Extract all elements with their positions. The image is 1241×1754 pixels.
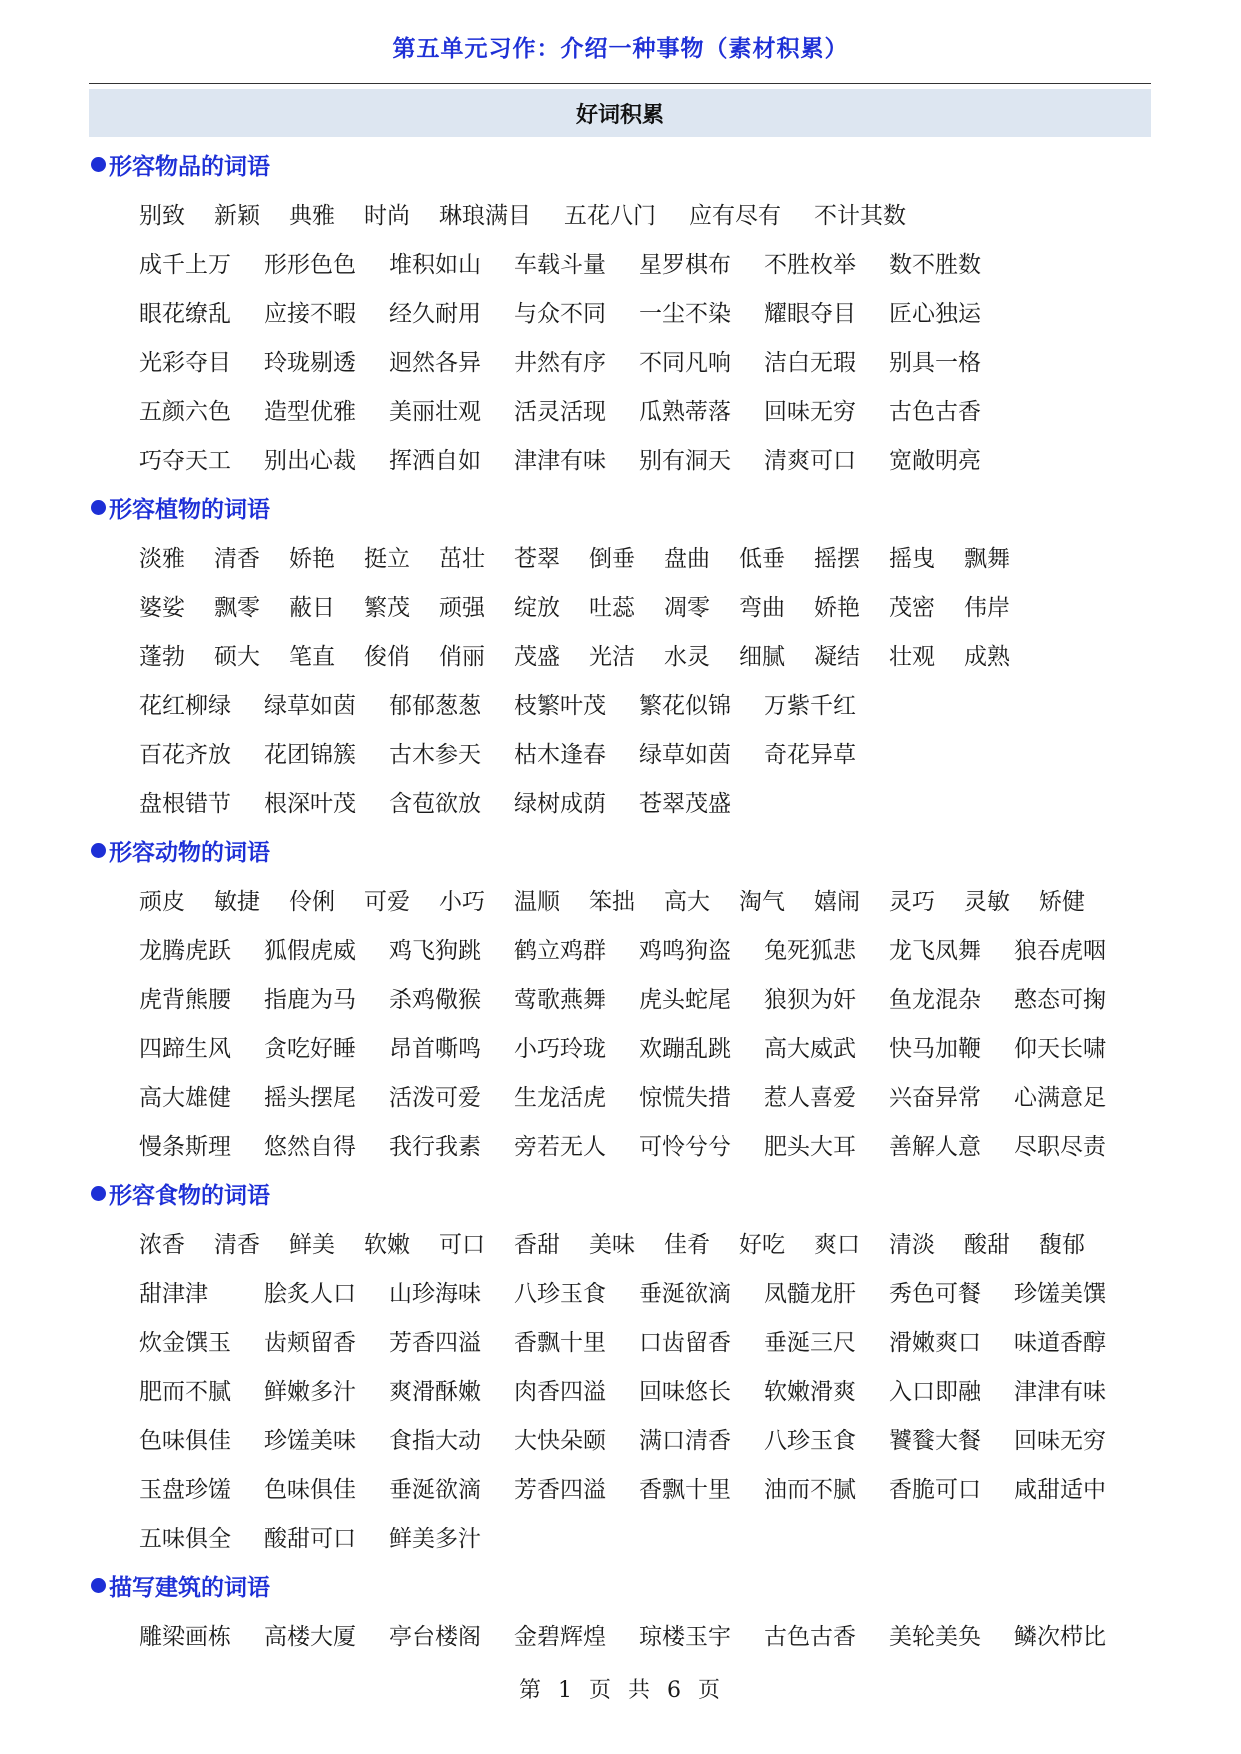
section-heading-label: 形容物品的词语 bbox=[109, 154, 270, 180]
vocab-word: 甜津津 bbox=[139, 1281, 208, 1307]
word-row bbox=[89, 287, 1169, 336]
vocab-word: 迥然各异 bbox=[389, 350, 481, 376]
word-row bbox=[89, 581, 1169, 630]
vocab-word: 昂首嘶鸣 bbox=[389, 1036, 481, 1062]
vocab-word: 苍翠茂盛 bbox=[639, 791, 731, 817]
vocab-word: 肥而不腻 bbox=[139, 1379, 231, 1405]
vocab-word: 好吃 bbox=[739, 1232, 785, 1258]
vocab-word: 仰天长啸 bbox=[1014, 1036, 1106, 1062]
vocab-word: 奇花异草 bbox=[764, 742, 856, 768]
vocab-word: 珍馐美馔 bbox=[1014, 1281, 1106, 1307]
vocab-word: 鹤立鸡群 bbox=[514, 938, 606, 964]
word-row bbox=[89, 189, 1169, 238]
vocab-word: 绿草如茵 bbox=[639, 742, 731, 768]
vocab-word: 数不胜数 bbox=[889, 252, 981, 278]
vocab-word: 快马加鞭 bbox=[889, 1036, 981, 1062]
vocab-word: 雕梁画栋 bbox=[139, 1624, 231, 1650]
vocab-word: 珍馐美味 bbox=[264, 1428, 356, 1454]
vocab-word: 清爽可口 bbox=[764, 448, 856, 474]
vocab-word: 肥头大耳 bbox=[764, 1134, 856, 1160]
vocab-word: 美轮美奂 bbox=[889, 1624, 981, 1650]
vocab-word: 凋零 bbox=[664, 595, 710, 621]
word-row bbox=[89, 1022, 1169, 1071]
vocab-word: 狐假虎威 bbox=[264, 938, 356, 964]
vocab-word: 狼狈为奸 bbox=[764, 987, 856, 1013]
word-list-content bbox=[89, 140, 1169, 1659]
vocab-word: 典雅 bbox=[289, 203, 335, 229]
vocab-word: 凝结 bbox=[814, 644, 860, 670]
vocab-word: 垂涎三尺 bbox=[764, 1330, 856, 1356]
vocab-word: 活泼可爱 bbox=[389, 1085, 481, 1111]
vocab-word: 娇艳 bbox=[289, 546, 335, 572]
vocab-word: 枝繁叶茂 bbox=[514, 693, 606, 719]
vocab-word: 玲珑剔透 bbox=[264, 350, 356, 376]
vocab-word: 古色古香 bbox=[889, 399, 981, 425]
word-row bbox=[89, 1267, 1169, 1316]
vocab-word: 应接不暇 bbox=[264, 301, 356, 327]
vocab-word: 尽职尽责 bbox=[1014, 1134, 1106, 1160]
vocab-word: 应有尽有 bbox=[689, 203, 781, 229]
vocab-word: 花团锦簇 bbox=[264, 742, 356, 768]
vocab-word: 高大雄健 bbox=[139, 1085, 231, 1111]
vocab-word: 津津有味 bbox=[514, 448, 606, 474]
vocab-word: 淘气 bbox=[739, 889, 785, 915]
vocab-word: 垂涎欲滴 bbox=[389, 1477, 481, 1503]
vocab-word: 馥郁 bbox=[1039, 1232, 1085, 1258]
vocab-word: 弯曲 bbox=[739, 595, 785, 621]
bullet-dot-icon bbox=[91, 1578, 106, 1593]
vocab-word: 别有洞天 bbox=[639, 448, 731, 474]
vocab-word: 星罗棋布 bbox=[639, 252, 731, 278]
section-banner: 好词积累 bbox=[89, 89, 1151, 137]
vocab-word: 浓香 bbox=[139, 1232, 185, 1258]
vocab-word: 虎背熊腰 bbox=[139, 987, 231, 1013]
vocab-word: 旁若无人 bbox=[514, 1134, 606, 1160]
word-row bbox=[89, 434, 1169, 483]
section-heading bbox=[89, 483, 1169, 532]
vocab-word: 别出心裁 bbox=[264, 448, 356, 474]
vocab-word: 惊慌失措 bbox=[639, 1085, 731, 1111]
title-divider bbox=[89, 83, 1151, 84]
document-title: 第五单元习作：介绍一种事物（素材积累） bbox=[392, 36, 849, 62]
vocab-word: 洁白无瑕 bbox=[764, 350, 856, 376]
vocab-word: 爽滑酥嫩 bbox=[389, 1379, 481, 1405]
vocab-word: 不同凡响 bbox=[639, 350, 731, 376]
word-row bbox=[89, 777, 1169, 826]
vocab-word: 绽放 bbox=[514, 595, 560, 621]
word-row bbox=[89, 1120, 1169, 1169]
vocab-word: 可口 bbox=[439, 1232, 485, 1258]
vocab-word: 枯木逢春 bbox=[514, 742, 606, 768]
vocab-word: 不计其数 bbox=[814, 203, 906, 229]
vocab-word: 狼吞虎咽 bbox=[1014, 938, 1106, 964]
vocab-word: 伟岸 bbox=[964, 595, 1010, 621]
vocab-word: 高大 bbox=[664, 889, 710, 915]
vocab-word: 造型优雅 bbox=[264, 399, 356, 425]
vocab-word: 嬉闹 bbox=[814, 889, 860, 915]
word-row bbox=[89, 1463, 1169, 1512]
vocab-word: 小巧玲珑 bbox=[514, 1036, 606, 1062]
word-row bbox=[89, 1610, 1169, 1659]
vocab-word: 亭台楼阁 bbox=[389, 1624, 481, 1650]
vocab-word: 俏丽 bbox=[439, 644, 485, 670]
vocab-word: 滑嫩爽口 bbox=[889, 1330, 981, 1356]
vocab-word: 花红柳绿 bbox=[139, 693, 231, 719]
vocab-word: 盘曲 bbox=[664, 546, 710, 572]
vocab-word: 垂涎欲滴 bbox=[639, 1281, 731, 1307]
vocab-word: 我行我素 bbox=[389, 1134, 481, 1160]
vocab-word: 成千上万 bbox=[139, 252, 231, 278]
vocab-word: 高大威武 bbox=[764, 1036, 856, 1062]
vocab-word: 匠心独运 bbox=[889, 301, 981, 327]
vocab-word: 堆积如山 bbox=[389, 252, 481, 278]
vocab-word: 山珍海味 bbox=[389, 1281, 481, 1307]
bullet-dot-icon bbox=[91, 843, 106, 858]
vocab-word: 回味无穷 bbox=[1014, 1428, 1106, 1454]
vocab-word: 脍炙人口 bbox=[264, 1281, 356, 1307]
word-row bbox=[89, 973, 1169, 1022]
vocab-word: 别具一格 bbox=[889, 350, 981, 376]
bullet-dot-icon bbox=[91, 500, 106, 515]
vocab-word: 新颖 bbox=[214, 203, 260, 229]
page-footer: 第 1 页 共 6 页 bbox=[519, 1678, 722, 1703]
vocab-word: 蔽日 bbox=[289, 595, 335, 621]
vocab-word: 盘根错节 bbox=[139, 791, 231, 817]
vocab-word: 虎头蛇尾 bbox=[639, 987, 731, 1013]
vocab-word: 灵巧 bbox=[889, 889, 935, 915]
vocab-word: 婆娑 bbox=[139, 595, 185, 621]
vocab-word: 肉香四溢 bbox=[514, 1379, 606, 1405]
vocab-word: 绿树成荫 bbox=[514, 791, 606, 817]
vocab-word: 硕大 bbox=[214, 644, 260, 670]
word-row bbox=[89, 924, 1169, 973]
vocab-word: 咸甜适中 bbox=[1014, 1477, 1106, 1503]
vocab-word: 活灵活现 bbox=[514, 399, 606, 425]
word-row bbox=[89, 1365, 1169, 1414]
vocab-word: 色味俱佳 bbox=[139, 1428, 231, 1454]
section-heading-label: 形容动物的词语 bbox=[109, 840, 270, 866]
vocab-word: 回味悠长 bbox=[639, 1379, 731, 1405]
vocab-word: 水灵 bbox=[664, 644, 710, 670]
section-heading bbox=[89, 1561, 1169, 1610]
section-heading-label: 描写建筑的词语 bbox=[109, 1575, 270, 1601]
vocab-word: 伶俐 bbox=[289, 889, 335, 915]
vocab-word: 美丽壮观 bbox=[389, 399, 481, 425]
vocab-word: 悠然自得 bbox=[264, 1134, 356, 1160]
vocab-word: 满口清香 bbox=[639, 1428, 731, 1454]
vocab-word: 香飘十里 bbox=[639, 1477, 731, 1503]
word-row bbox=[89, 336, 1169, 385]
vocab-word: 贪吃好睡 bbox=[264, 1036, 356, 1062]
vocab-word: 灵敏 bbox=[964, 889, 1010, 915]
vocab-word: 宽敞明亮 bbox=[889, 448, 981, 474]
word-row bbox=[89, 385, 1169, 434]
word-row bbox=[89, 679, 1169, 728]
vocab-word: 佳肴 bbox=[664, 1232, 710, 1258]
vocab-word: 芳香四溢 bbox=[389, 1330, 481, 1356]
section-heading bbox=[89, 1169, 1169, 1218]
vocab-word: 摇头摆尾 bbox=[264, 1085, 356, 1111]
vocab-word: 兴奋异常 bbox=[889, 1085, 981, 1111]
vocab-word: 软嫩 bbox=[364, 1232, 410, 1258]
vocab-word: 指鹿为马 bbox=[264, 987, 356, 1013]
vocab-word: 憨态可掬 bbox=[1014, 987, 1106, 1013]
vocab-word: 鸡飞狗跳 bbox=[389, 938, 481, 964]
vocab-word: 繁茂 bbox=[364, 595, 410, 621]
vocab-word: 鱼龙混杂 bbox=[889, 987, 981, 1013]
vocab-word: 郁郁葱葱 bbox=[389, 693, 481, 719]
vocab-word: 玉盘珍馐 bbox=[139, 1477, 231, 1503]
vocab-word: 生龙活虎 bbox=[514, 1085, 606, 1111]
vocab-word: 茁壮 bbox=[439, 546, 485, 572]
vocab-word: 口齿留香 bbox=[639, 1330, 731, 1356]
vocab-word: 龙飞凤舞 bbox=[889, 938, 981, 964]
vocab-word: 繁花似锦 bbox=[639, 693, 731, 719]
vocab-word: 顽皮 bbox=[139, 889, 185, 915]
vocab-word: 善解人意 bbox=[889, 1134, 981, 1160]
vocab-word: 可怜兮兮 bbox=[639, 1134, 731, 1160]
vocab-word: 壮观 bbox=[889, 644, 935, 670]
vocab-word: 软嫩滑爽 bbox=[764, 1379, 856, 1405]
vocab-word: 形形色色 bbox=[264, 252, 356, 278]
vocab-word: 心满意足 bbox=[1014, 1085, 1106, 1111]
vocab-word: 茂盛 bbox=[514, 644, 560, 670]
vocab-word: 温顺 bbox=[514, 889, 560, 915]
vocab-word: 惹人喜爱 bbox=[764, 1085, 856, 1111]
vocab-word: 凤髓龙肝 bbox=[764, 1281, 856, 1307]
section-heading-label: 形容食物的词语 bbox=[109, 1183, 270, 1209]
vocab-word: 瓜熟蒂落 bbox=[639, 399, 731, 425]
vocab-word: 顽强 bbox=[439, 595, 485, 621]
vocab-word: 一尘不染 bbox=[639, 301, 731, 327]
vocab-word: 别致 bbox=[139, 203, 185, 229]
vocab-word: 酸甜 bbox=[964, 1232, 1010, 1258]
vocab-word: 莺歌燕舞 bbox=[514, 987, 606, 1013]
vocab-word: 绿草如茵 bbox=[264, 693, 356, 719]
vocab-word: 摇曳 bbox=[889, 546, 935, 572]
vocab-word: 齿颊留香 bbox=[264, 1330, 356, 1356]
vocab-word: 蓬勃 bbox=[139, 644, 185, 670]
vocab-word: 巧夺天工 bbox=[139, 448, 231, 474]
vocab-word: 回味无穷 bbox=[764, 399, 856, 425]
vocab-word: 井然有序 bbox=[514, 350, 606, 376]
vocab-word: 大快朵颐 bbox=[514, 1428, 606, 1454]
vocab-word: 秀色可餐 bbox=[889, 1281, 981, 1307]
vocab-word: 鲜美 bbox=[289, 1232, 335, 1258]
vocab-word: 细腻 bbox=[739, 644, 785, 670]
vocab-word: 低垂 bbox=[739, 546, 785, 572]
vocab-word: 清香 bbox=[214, 1232, 260, 1258]
vocab-word: 慢条斯理 bbox=[139, 1134, 231, 1160]
section-heading bbox=[89, 826, 1169, 875]
vocab-word: 经久耐用 bbox=[389, 301, 481, 327]
vocab-word: 含苞欲放 bbox=[389, 791, 481, 817]
vocab-word: 入口即融 bbox=[889, 1379, 981, 1405]
word-row bbox=[89, 1512, 1169, 1561]
vocab-word: 津津有味 bbox=[1014, 1379, 1106, 1405]
vocab-word: 香脆可口 bbox=[889, 1477, 981, 1503]
vocab-word: 香甜 bbox=[514, 1232, 560, 1258]
vocab-word: 八珍玉食 bbox=[764, 1428, 856, 1454]
vocab-word: 光彩夺目 bbox=[139, 350, 231, 376]
vocab-word: 苍翠 bbox=[514, 546, 560, 572]
vocab-word: 娇艳 bbox=[814, 595, 860, 621]
vocab-word: 笨拙 bbox=[589, 889, 635, 915]
vocab-word: 欢蹦乱跳 bbox=[639, 1036, 731, 1062]
vocab-word: 色味俱佳 bbox=[264, 1477, 356, 1503]
vocab-word: 耀眼夺目 bbox=[764, 301, 856, 327]
vocab-word: 古木参天 bbox=[389, 742, 481, 768]
bullet-dot-icon bbox=[91, 1186, 106, 1201]
vocab-word: 车载斗量 bbox=[514, 252, 606, 278]
vocab-word: 根深叶茂 bbox=[264, 791, 356, 817]
vocab-word: 香飘十里 bbox=[514, 1330, 606, 1356]
vocab-word: 吐蕊 bbox=[589, 595, 635, 621]
vocab-word: 摇摆 bbox=[814, 546, 860, 572]
vocab-word: 光洁 bbox=[589, 644, 635, 670]
vocab-word: 万紫千红 bbox=[764, 693, 856, 719]
vocab-word: 鸡鸣狗盗 bbox=[639, 938, 731, 964]
vocab-word: 五味俱全 bbox=[139, 1526, 231, 1552]
vocab-word: 挥洒自如 bbox=[389, 448, 481, 474]
word-row bbox=[89, 238, 1169, 287]
vocab-word: 爽口 bbox=[814, 1232, 860, 1258]
vocab-word: 可爱 bbox=[364, 889, 410, 915]
vocab-word: 茂密 bbox=[889, 595, 935, 621]
vocab-word: 琼楼玉宇 bbox=[639, 1624, 731, 1650]
vocab-word: 四蹄生风 bbox=[139, 1036, 231, 1062]
vocab-word: 食指大动 bbox=[389, 1428, 481, 1454]
word-row bbox=[89, 1316, 1169, 1365]
section-heading-label: 形容植物的词语 bbox=[109, 497, 270, 523]
vocab-word: 八珍玉食 bbox=[514, 1281, 606, 1307]
vocab-word: 古色古香 bbox=[764, 1624, 856, 1650]
vocab-word: 鲜美多汁 bbox=[389, 1526, 481, 1552]
vocab-word: 酸甜可口 bbox=[264, 1526, 356, 1552]
vocab-word: 油而不腻 bbox=[764, 1477, 856, 1503]
vocab-word: 矫健 bbox=[1039, 889, 1085, 915]
vocab-word: 味道香醇 bbox=[1014, 1330, 1106, 1356]
vocab-word: 美味 bbox=[589, 1232, 635, 1258]
vocab-word: 清香 bbox=[214, 546, 260, 572]
vocab-word: 成熟 bbox=[964, 644, 1010, 670]
vocab-word: 俊俏 bbox=[364, 644, 410, 670]
vocab-word: 挺立 bbox=[364, 546, 410, 572]
vocab-word: 飘零 bbox=[214, 595, 260, 621]
vocab-word: 时尚 bbox=[364, 203, 410, 229]
word-row bbox=[89, 532, 1169, 581]
word-row bbox=[89, 630, 1169, 679]
vocab-word: 芳香四溢 bbox=[514, 1477, 606, 1503]
word-row bbox=[89, 728, 1169, 777]
vocab-word: 五花八门 bbox=[564, 203, 656, 229]
vocab-word: 百花齐放 bbox=[139, 742, 231, 768]
vocab-word: 杀鸡儆猴 bbox=[389, 987, 481, 1013]
vocab-word: 眼花缭乱 bbox=[139, 301, 231, 327]
vocab-word: 笔直 bbox=[289, 644, 335, 670]
vocab-word: 不胜枚举 bbox=[764, 252, 856, 278]
vocab-word: 龙腾虎跃 bbox=[139, 938, 231, 964]
vocab-word: 与众不同 bbox=[514, 301, 606, 327]
vocab-word: 敏捷 bbox=[214, 889, 260, 915]
vocab-word: 清淡 bbox=[889, 1232, 935, 1258]
vocab-word: 飘舞 bbox=[964, 546, 1010, 572]
vocab-word: 鲜嫩多汁 bbox=[264, 1379, 356, 1405]
word-row bbox=[89, 1218, 1169, 1267]
vocab-word: 五颜六色 bbox=[139, 399, 231, 425]
vocab-word: 炊金馔玉 bbox=[139, 1330, 231, 1356]
bullet-dot-icon bbox=[91, 157, 106, 172]
vocab-word: 琳琅满目 bbox=[439, 203, 531, 229]
vocab-word: 高楼大厦 bbox=[264, 1624, 356, 1650]
vocab-word: 淡雅 bbox=[139, 546, 185, 572]
vocab-word: 金碧辉煌 bbox=[514, 1624, 606, 1650]
vocab-word: 鳞次栉比 bbox=[1014, 1624, 1106, 1650]
vocab-word: 兔死狐悲 bbox=[764, 938, 856, 964]
vocab-word: 小巧 bbox=[439, 889, 485, 915]
section-heading bbox=[89, 140, 1169, 189]
word-row bbox=[89, 1071, 1169, 1120]
word-row bbox=[89, 1414, 1169, 1463]
vocab-word: 饕餮大餐 bbox=[889, 1428, 981, 1454]
word-row bbox=[89, 875, 1169, 924]
vocab-word: 倒垂 bbox=[589, 546, 635, 572]
